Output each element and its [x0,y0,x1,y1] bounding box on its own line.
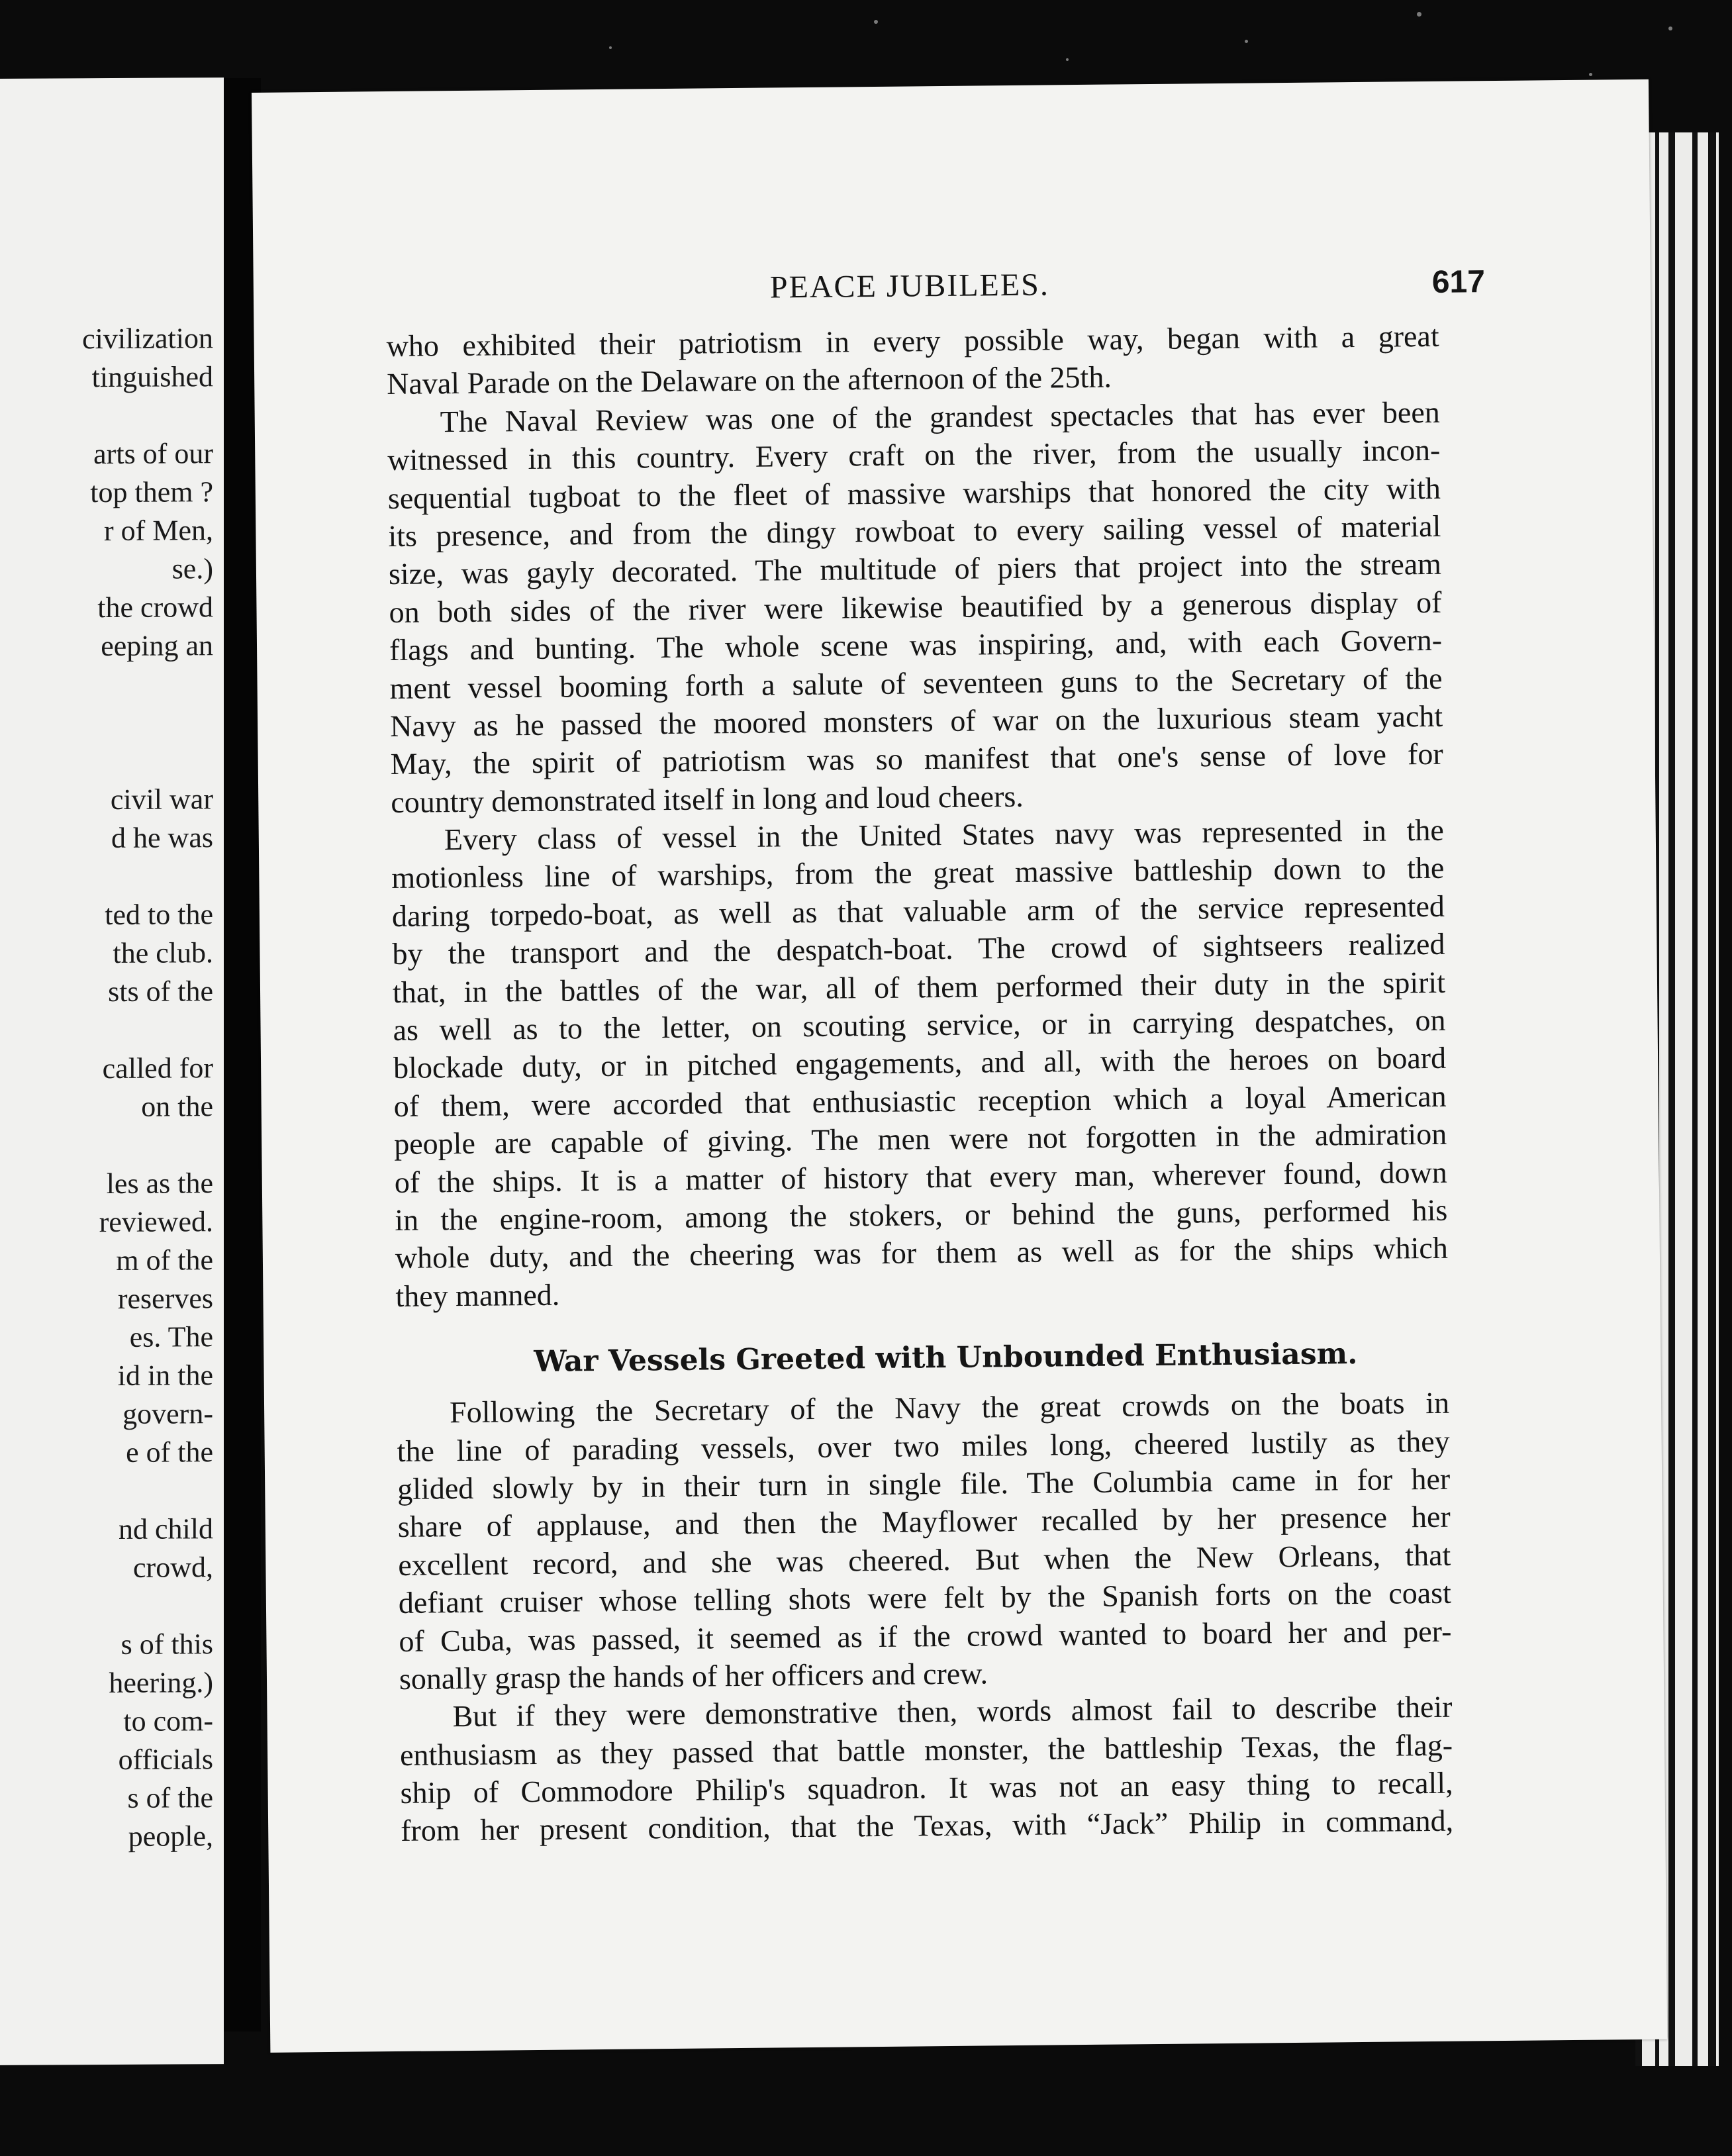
text-line: Every class of vessel in the United States navy was represented in the [444,812,1445,857]
scan-speck [1668,26,1672,30]
left-page-line: id in the [117,1359,213,1392]
left-page-line: arts of our [93,437,213,471]
paragraph [387,393,1444,822]
left-page-line: e of the [126,1436,213,1469]
left-page-line: se.) [171,552,213,585]
text-line: on both sides of the river were likewise beautified by a generous display of [389,585,1442,629]
text-line: in the engine-room, among the stokers, or behind the guns, performed his [395,1193,1448,1237]
text-line: whole duty, and the cheering was for them as well as for the ships which [395,1231,1449,1275]
left-facing-page [0,77,224,2065]
text-line: who exhibited their patriotism in every possible way, began with a great [386,318,1439,364]
left-page-line: to com- [123,1704,213,1738]
scan-speck [1066,58,1069,61]
left-page-line: on the [141,1090,213,1123]
text-line: of Cuba, was passed, it seemed as if the crowd wanted to board her and per- [399,1614,1452,1658]
left-page-line: eeping an [101,629,213,663]
left-page-line: the club. [113,936,213,969]
text-line: sonally grasp the hands of her officers and crew. [399,1656,988,1696]
scan-speck [1417,12,1421,17]
left-page-line: the crowd [97,591,213,624]
text-line: flags and bunting. The whole scene was inspiring, and, with each Govern- [389,622,1443,667]
scan-speck [609,46,612,49]
left-page-line: les as the [106,1167,213,1200]
scan-speck [1589,73,1592,76]
page-number: 617 [1431,264,1486,300]
left-page-line: called for [102,1052,213,1085]
paragraph [399,1688,1453,1850]
paragraph [397,1384,1452,1698]
text-line: sequential tugboat to the fleet of massive warships that honored the city with [387,471,1441,515]
text-line: as well as to the letter, on scouting service, or in carrying despatches, on [393,1003,1446,1048]
left-page-line: m of the [116,1244,213,1277]
text-line: share of applause, and then the Mayflower recalled by her presence her [397,1500,1451,1544]
text-line: May, the spirit of patriotism was so manifest that one's sense of love for [390,737,1443,781]
running-head: PEACE JUBILEES. [769,267,1050,305]
text-line: enthusiasm as they passed that battle monster, the battleship Texas, the flag- [399,1728,1453,1772]
text-line: that, in the battles of the war, all of them performed their duty in the spirit [392,965,1446,1009]
text-line: blockade duty, or in pitched engagements, and all, with the heroes on board [393,1041,1447,1085]
text-line: people are capable of giving. The men were not forgotten in the admiration [394,1116,1447,1161]
text-line: Following the Secretary of the Navy the great crowds on the boats in [449,1385,1450,1430]
page-edge-line [1668,132,1675,2066]
text-line: country demonstrated itself in long and loud cheers. [391,779,1024,819]
left-page-line: civilization [82,322,213,356]
left-page-line: govern- [122,1397,213,1430]
text-line: its presence, and from the dingy rowboat to every sailing vessel of material [388,509,1441,554]
left-page-line: top them ? [90,475,213,509]
text-line: of the ships. It is a matter of history that every man, wherever found, down [394,1155,1447,1199]
text-line: ship of Commodore Philip's squadron. It was not an easy thing to recall, [400,1765,1453,1810]
left-page-line: ted to the [105,898,213,932]
text-line: excellent record, and she was cheered. But when the New Orleans, that [398,1538,1451,1582]
page-edge-line [1708,132,1716,2066]
text-line: ment vessel booming forth a salute of seventeen guns to the Secretary of the [389,661,1443,705]
text-line: glided slowly by in their turn in single file. The Columbia came in for her [397,1461,1451,1506]
text-line: witnessed in this country. Every craft on the river, from the usually incon- [387,432,1441,477]
left-page-line: es. The [129,1320,213,1353]
left-page-line: officials [118,1743,213,1776]
text-line: of them, were accorded that enthusiastic reception which a loyal American [393,1079,1447,1123]
left-page-line: nd child [119,1512,213,1545]
text-line: motionless line of warships, from the great massive battleship down to the [391,851,1445,895]
text-line: size, was gayly decorated. The multitude of piers that project into the stream [388,547,1442,591]
page-body [386,317,1453,1850]
paragraph [391,811,1449,1315]
left-page-line: people, [128,1820,213,1853]
text-line: from her present condition, that the Texas, with “Jack” Philip in command, [400,1804,1454,1848]
text-line: Naval Parade on the Delaware on the afternoon of the 25th. [386,360,1112,401]
text-line: Navy as he passed the moored monsters of war on the luxurious steam yacht [389,699,1443,743]
section-heading: War Vessels Greeted with Unbounded Enthusiasm. [534,1337,1358,1379]
left-page-line: s of this [120,1628,213,1661]
text-line: the line of parading vessels, over two miles long, cheered lustily as they [397,1424,1450,1468]
text-line: daring torpedo-boat, as well as that valuable arm of the service represented [391,889,1445,933]
scan-speck [1245,40,1248,43]
left-page-line: d he was [111,821,213,855]
left-page-line: s of the [127,1781,213,1814]
paragraph [386,317,1439,403]
scan-speck [874,20,878,24]
left-page-line: crowd, [133,1551,213,1584]
left-page-line: reserves [117,1282,213,1315]
page-edge-line [1692,132,1698,2066]
text-line: The Naval Review was one of the grandest spectacles that has ever been [440,395,1440,439]
text-line: by the transport and the despatch-boat. The crowd of sightseers realized [392,927,1445,971]
left-page-line: sts of the [108,975,213,1008]
text-line: they manned. [395,1277,560,1313]
left-page-line: heering.) [109,1666,213,1700]
book-page [252,79,1667,2053]
text-line: defiant cruiser whose telling shots were felt by the Spanish forts on the coast [398,1575,1452,1620]
left-page-line: civil war [110,783,213,816]
left-page-line: reviewed. [99,1205,213,1239]
text-line: But if they were demonstrative then, words almost fail to describe their [452,1689,1453,1734]
left-page-line: r of Men, [104,514,213,548]
left-page-line: tinguished [91,360,213,394]
